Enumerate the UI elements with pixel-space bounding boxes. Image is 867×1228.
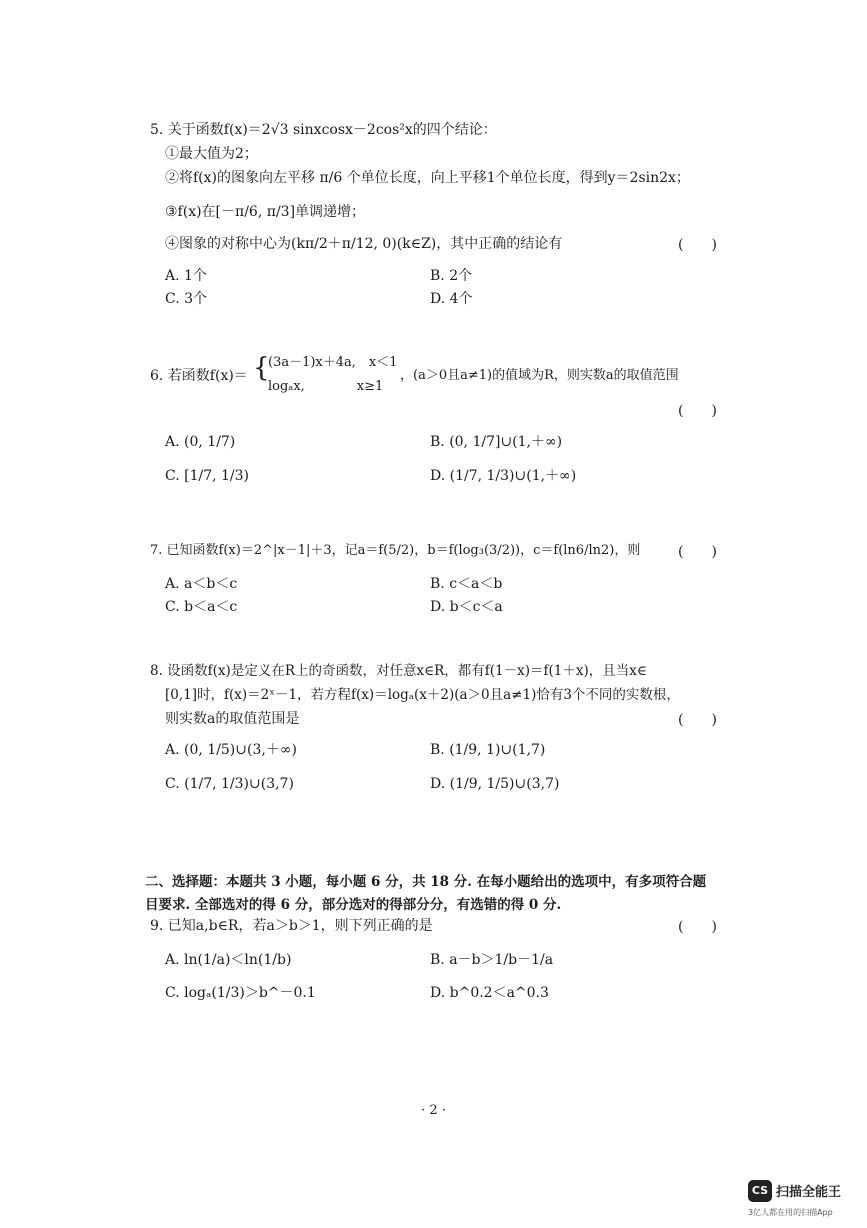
watermark-tagline: 3亿人都在用的扫描App (748, 1208, 833, 1217)
q9-option-b: B. a－b＞1/b－1/a (430, 952, 554, 968)
q5-conclusion-3: ③f(x)在[－π/6, π/3]单调递增； (165, 204, 366, 220)
q9-answer-paren: ( ) (678, 919, 717, 935)
q6-stem-start: 6. 若函数f(x)＝ (150, 368, 248, 384)
q6-answer-paren: ( ) (678, 403, 717, 419)
q5-conclusion-4: ④图象的对称中心为(kπ/2＋π/12, 0)(k∈Z)，其中正确的结论有 (165, 236, 563, 252)
q8-option-d: D. (1/9, 1/5)∪(3,7) (430, 776, 560, 792)
watermark-name: 扫描全能王 (776, 1185, 842, 1200)
q7-answer-paren: ( ) (678, 544, 717, 560)
q8-line-1: 8. 设函数f(x)是定义在R上的奇函数，对任意x∈R，都有f(1－x)＝f(1＋x)，且当x∈ (150, 663, 647, 679)
q9-option-c: C. logₐ(1/3)＞b^－0.1 (165, 985, 316, 1001)
q8-option-a: A. (0, 1/5)∪(3,＋∞) (165, 742, 297, 758)
q7-stem: 7. 已知函数f(x)＝2^|x－1|＋3，记a＝f(5/2)，b＝f(log₃(3/2))，c＝f(ln6/ln2)，则 (150, 543, 641, 558)
q6-option-b: B. (0, 1/7]∪(1,＋∞) (430, 434, 563, 450)
q6-case-2: logₐx, x≥1 (268, 379, 384, 394)
q6-stem-end: ，(a＞0且a≠1)的值域为R，则实数a的取值范围 (400, 368, 679, 383)
q6-option-a: A. (0, 1/7) (165, 434, 236, 450)
camscanner-logo-icon: CS (748, 1180, 772, 1202)
q8-option-b: B. (1/9, 1)∪(1,7) (430, 742, 546, 758)
q5-option-c: C. 3个 (165, 291, 208, 307)
q6-brace: { (253, 353, 270, 383)
scanner-watermark (748, 1180, 860, 1224)
q5-answer-paren: ( ) (678, 237, 717, 253)
q5-conclusion-2: ②将f(x)的图象向左平移 π/6 个单位长度，向上平移1个单位长度，得到y＝2sin2x； (165, 170, 690, 186)
q5-option-b: B. 2个 (430, 268, 473, 284)
q7-option-a: A. a＜b＜c (165, 576, 238, 592)
q8-option-c: C. (1/7, 1/3)∪(3,7) (165, 776, 294, 792)
page-number: · 2 · (421, 1103, 446, 1118)
q8-line-2: [0,1]时，f(x)＝2ˣ－1，若方程f(x)＝logₐ(x＋2)(a＞0且a≠1)恰有3个不同的实数根， (165, 687, 680, 703)
q5-option-d: D. 4个 (430, 291, 473, 307)
q5-stem: 5. 关于函数f(x)＝2√3 sinxcosx－2cos²x的四个结论： (150, 122, 497, 138)
q7-option-d: D. b＜c＜a (430, 599, 503, 615)
q8-line-3: 则实数a的取值范围是 (165, 711, 300, 727)
q5-conclusion-1: ①最大值为2； (165, 146, 258, 162)
q9-stem: 9. 已知a,b∈R，若a＞b＞1，则下列正确的是 (150, 918, 433, 934)
q6-option-d: D. (1/7, 1/3)∪(1,＋∞) (430, 468, 577, 484)
q6-option-c: C. [1/7, 1/3) (165, 468, 249, 484)
section-2-header-line-2: 目要求. 全部选对的得 6 分，部分选对的得部分分，有选错的得 0 分. (145, 897, 562, 913)
q7-option-b: B. c＜a＜b (430, 576, 503, 592)
q9-option-d: D. b^0.2＜a^0.3 (430, 985, 549, 1001)
q7-option-c: C. b＜a＜c (165, 599, 238, 615)
q6-case-1: (3a－1)x＋4a, x＜1 (268, 355, 398, 370)
q5-option-a: A. 1个 (165, 268, 207, 284)
q9-option-a: A. ln(1/a)＜ln(1/b) (165, 952, 292, 968)
section-2-header-line-1: 二、选择题：本题共 3 小题，每小题 6 分，共 18 分. 在每小题给出的选项中，有多项符合题 (145, 874, 707, 890)
q8-answer-paren: ( ) (678, 712, 717, 728)
